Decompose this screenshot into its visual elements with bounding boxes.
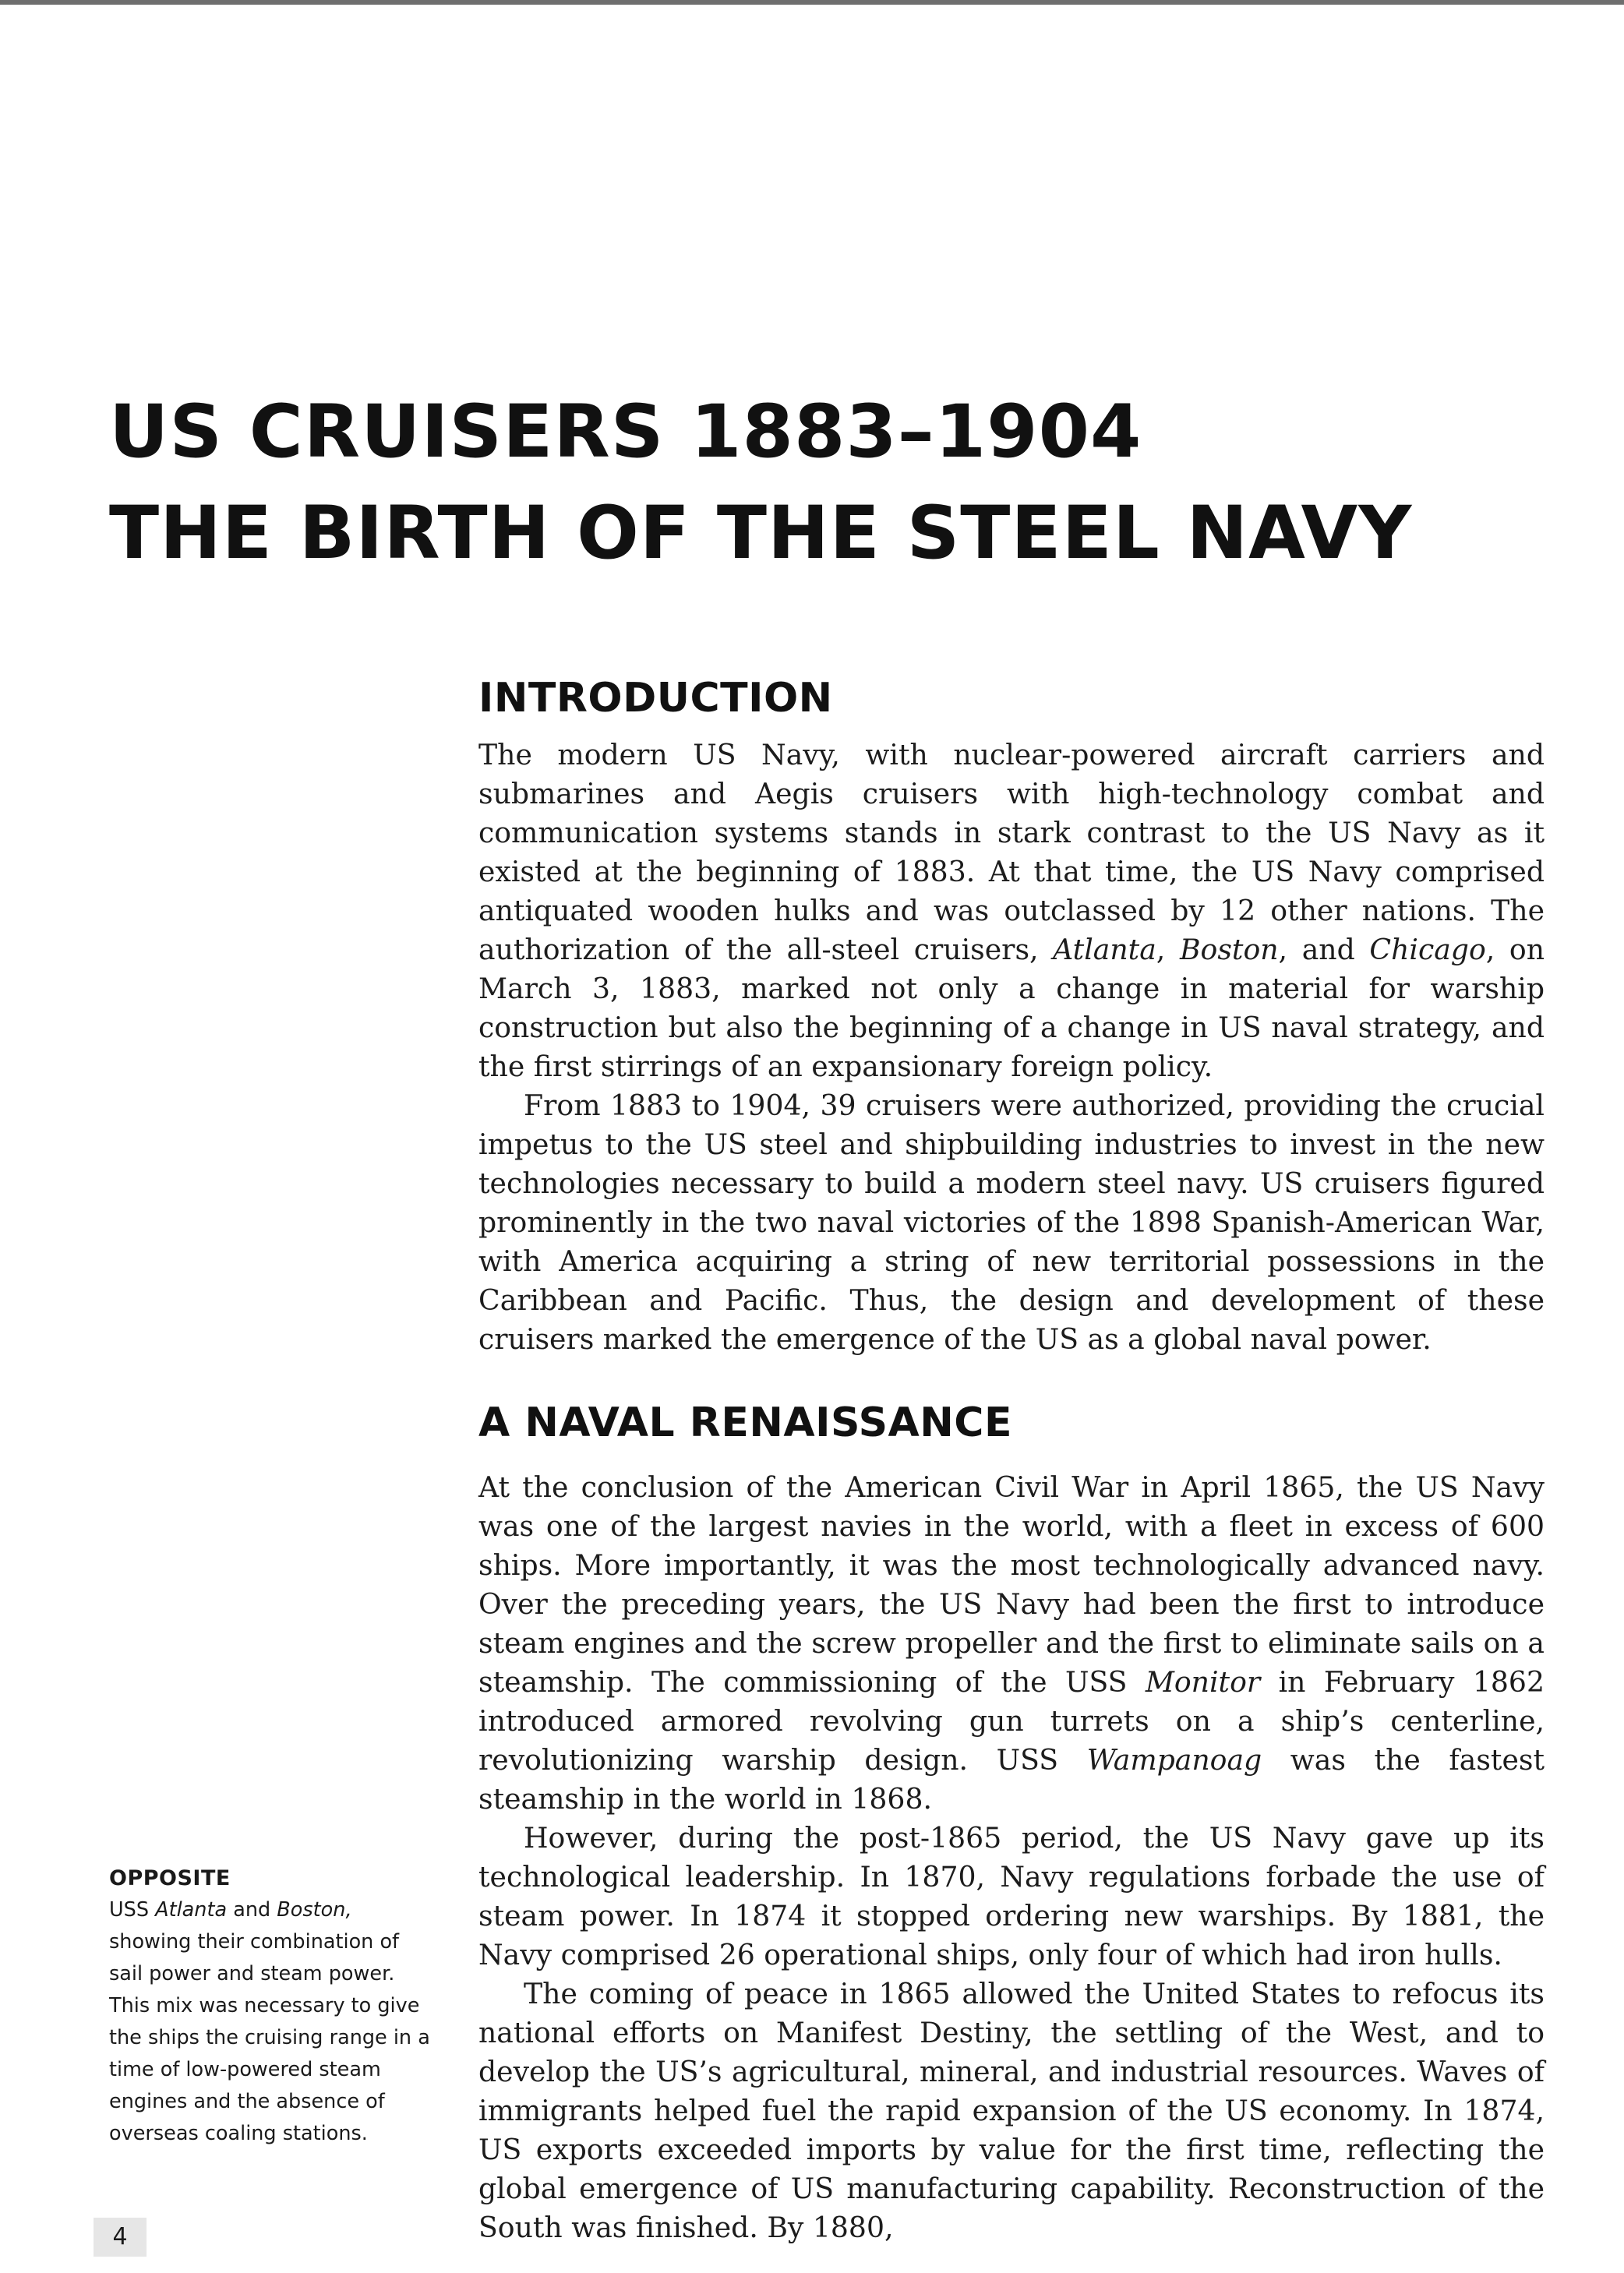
caption-connector: and [227, 1898, 277, 1922]
intro-p1-sep-2: , and [1278, 933, 1370, 966]
caption-label: OPPOSITE [109, 1866, 231, 1890]
renaissance-paragraph-2: However, during the post-1865 period, the US Navy gave up its technological leadership. In 1870, Navy regulations forbade the use of steam power. In 1874 it stopped ordering new warships. By 1881, the Navy comprised 26 operational ships, only four of which had iron hulls. [478, 1821, 1545, 1971]
ship-name-chicago: Chicago [1369, 933, 1486, 966]
introduction-paragraph-1 [478, 736, 1545, 1086]
introduction-paragraph-2: From 1883 to 1904, 39 cruisers were authorized, providing the crucial impetus to the US steel and shipbuilding industries to invest in the new technologies necessary to build a modern steel navy. US cruisers figured prominently in the two naval victories of the 1898 Spanish-American War, with America acquiring a string of new territorial possessions in the Caribbean and Pacific. Thus, the design and development of these cruisers marked the emergence of the US as a global naval power. [478, 1089, 1545, 1356]
ship-name-monitor: Monitor [1145, 1665, 1261, 1699]
ren-p1-text-c: was the fastest steamship in the world in 1868. [478, 1743, 1545, 1816]
caption-prefix: USS [109, 1898, 156, 1922]
title-line-2: THE BIRTH OF THE STEEL NAVY [109, 491, 1413, 576]
caption-ship-atlanta: Atlanta [155, 1898, 228, 1922]
introduction-heading: INTRODUCTION [478, 675, 833, 722]
caption-text [109, 1894, 436, 2150]
intro-p1-text-a: The modern US Navy, with nuclear-powered aircraft carriers and submarines and Aegis cruisers with high-technology combat and communication systems stands in stark contrast to the US Navy as it existed at the beginning of 1883. At that time, the US Navy comprised antiquated wooden hulks and was outclassed by 12 other nations. The authorization of the all-steel cruisers, [478, 738, 1545, 966]
ship-name-atlanta: Atlanta [1053, 933, 1156, 966]
intro-p1-sep-1: , [1156, 933, 1180, 966]
ren-p1-text-b: in February 1862 introduced armored revolving gun turrets on a ship’s centerline, revolutionizing warship design. USS [478, 1665, 1545, 1777]
renaissance-paragraph-1 [478, 1468, 1545, 1819]
intro-p1-text-b: , on March 3, 1883, marked not only a change in material for warship construction but also the beginning of a change in US naval strategy, and the first stirrings of an expansionary foreign policy. [478, 933, 1545, 1083]
image-caption [109, 1862, 436, 2150]
top-border-rule [0, 0, 1624, 5]
naval-renaissance-heading: A NAVAL RENAISSANCE [478, 1399, 1012, 1446]
caption-ship-boston: Boston, [277, 1898, 352, 1922]
title-line-1: US CRUISERS 1883–1904 [109, 390, 1142, 475]
main-text-column [478, 669, 1545, 2247]
page-title [109, 382, 1551, 584]
caption-body: showing their combination of sail power and steam power. This mix was necessary to give the ships the cruising range in a time of low-powered steam engines and the absence of overseas coaling stations. [109, 1930, 430, 2145]
ship-name-wampanoag: Wampanoag [1086, 1743, 1262, 1777]
ren-p1-text-a: At the conclusion of the American Civil War in April 1865, the US Navy was one of the largest navies in the world, with a fleet in excess of 600 ships. More importantly, it was the most technologically advanced navy. Over the preceding years, the US Navy had been the first to introduce steam engines and the screw propeller and the first to eliminate sails on a steamship. The commissioning of the USS [478, 1470, 1545, 1699]
ship-name-boston: Boston [1179, 933, 1279, 966]
renaissance-paragraph-3: The coming of peace in 1865 allowed the United States to refocus its national efforts on Manifest Destiny, the settling of the West, and to develop the US’s agricultural, mineral, and industrial resources. Waves of immigrants helped fuel the rapid expansion of the US economy. In 1874, US exports exceeded imports by value for the first time, reflecting the global emergence of US manufacturing capability. Reconstruction of the South was finished. By 1880, [478, 1977, 1545, 2244]
page-number: 4 [94, 2218, 147, 2257]
